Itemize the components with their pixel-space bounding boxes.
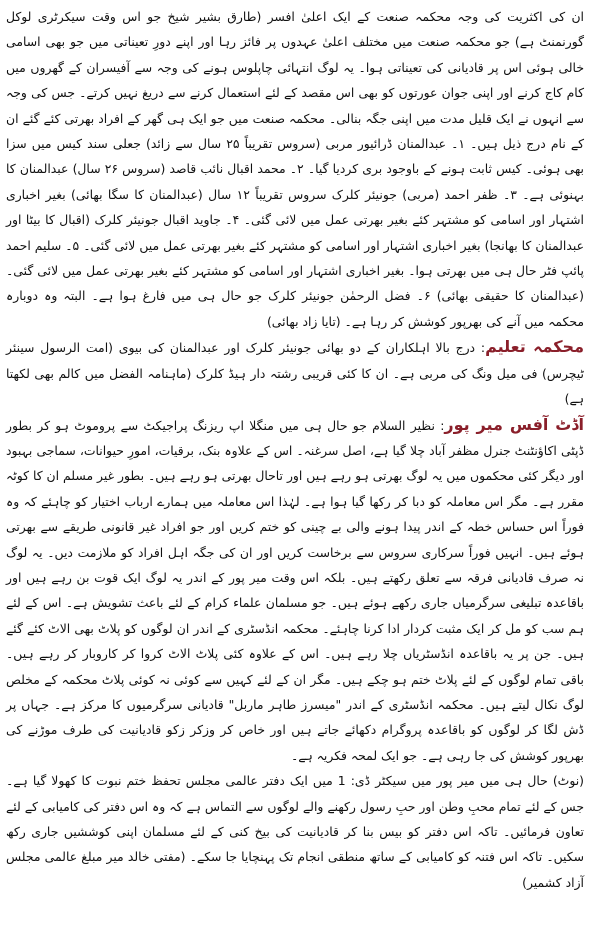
article-paragraph-education (6, 334, 584, 411)
section-heading-audit-office: آڈٹ آفس میر پور (444, 414, 584, 434)
audit-office-text: : نظیر السلام جو حال ہی میں منگلا اپ ریزنگ پراجیکٹ سے پروموٹ ہو کر بطور ڈپٹی اکاؤنٹنٹ جنرل مظفر آباد چلا گیا ہے، اصل سرغنہ۔ اس کے علاوہ بنک، برقیات، امورِ حیوانات، سماجی بہبود اور دیگر کئی محکموں میں یہ لوگ بھرتی ہو رہے ہیں اور تاحال بھرتی ہو رہے ہیں۔ بطور غیر مسلم ان کا کوٹہ مقرر ہے۔ مگر اس معاملہ کو دبا کر رکھا گیا ہوا ہے۔ لہٰذا اس معاملہ میں ہمارے ارباب اختیار کو چاہئے کہ وہ فوراً اس حساس خطہ کے اندر پیدا ہونے والی بے چینی کو ختم کریں اور جو افراد غیر قانونی طریقے سے بھرتی ہوئے ہیں۔ انہیں فوراً سرکاری سروس سے برخاست کریں اور ان کی جگہ اہل افراد کو ملازمت دیں۔ یہ لوگ نہ صرف قادیانی فرقہ سے تعلق رکھتے ہیں۔ بلکہ اس وقت میر پور کے اندر یہ لوگ ایک قوت بن رہے ہیں اور باقاعدہ تبلیغی سرگرمیاں جاری رکھے ہوئے ہیں۔ جو مسلمان علماء کرام کے لئے باعث تشویش ہے۔ اس کے لئے ہم سب کو مل کر ایک مثبت کردار ادا کرنا چاہئے۔ محکمہ انڈسٹری کے اندر ان لوگوں کو پلاٹ بھی الاٹ کئے گئے ہیں۔ جن پر یہ باقاعدہ انڈسٹریاں چلا رہے ہیں۔ اس کے علاوہ کئی پلاٹ الاٹ کروا کر کاروبار کر رہے ہیں۔ باقی تمام لوگوں کے لئے پلاٹ ختم ہو چکے ہیں۔ مگر ان کے لئے کہیں سے کوئی نہ کوئی پلاٹ محکمہ کے مخلص لوگ نکال لیتے ہیں۔ محکمہ انڈسٹری کے اندر "میسرز طاہر ماربل" قادیانی سرگرمیوں کا مرکز ہے۔ جہاں پر ڈش لگا کر لوگوں کو باقاعدہ پروگرام دکھائے جاتے ہیں اور خاص کر وزکر زکو قادیانیت کی طرف موڑنے کی بھرپور کوشش کی جا رہی ہے۔ جو ایک لمحہ فکریہ ہے۔ (6, 417, 584, 763)
author-signature: (مفتی خالد میر مبلغ عالمی مجلس آزاد کشمیر) (6, 849, 584, 890)
article-paragraph-audit-office (6, 412, 584, 769)
article-note (6, 768, 584, 895)
education-text: : درج بالا اہلکاران کے دو بھائی جونیئر کلرک اور عبدالمنان کی بیوی (امت الرسول سینئر ٹیچرس) فی میل ونگ کی مربی ہے۔ ان کا کئی قریبی رشتہ دار ہیڈ کلرک (ماہنامہ الفضل میں کالم بھی لکھتا ہے) (6, 340, 584, 407)
article-paragraph-industries: ان کی اکثریت کی وجہ محکمہ صنعت کے ایک اعلیٰ افسر (طارق بشیر شیخ جو اس وقت سیکرٹری لوکل گورنمنٹ ہے) جو محکمہ صنعت میں مختلف اعلیٰ عہدوں پر فائز رہا اور اپنے دورِ تعیناتی میں جو بھی اسامی خالی ہوئی اس پر قادیانی کی تعیناتی ہوا۔ یہ لوگ انتہائی چاپلوس ہونے کی وجہ سے آفیسران کے گھروں میں کام کاج کرنے اور اپنی جوان عورتوں کو بھی اس مقصد کے لئے استعمال کرنے سے دریغ نہیں کرتے۔ جس کی وجہ سے انہوں نے ایک قلیل مدت میں اپنی جگہ بنالی۔ محکمہ صنعت میں جو ایک ہی گھر کے افراد بھرتی کئے گئے ان کے نام درج ذیل ہیں۔ ۱۔ عبدالمنان ڈرائیور مربی (سروس تقریباً ۲۵ سال سے زائد) جعلی سند کیس میں سزا بھی ہوئی۔ کیس ثابت ہونے کے باوجود بری کردیا گیا۔ ۲۔ محمد اقبال نائب قاصد (سروس ۲۶ سال) عبدالمنان کا بہنوئی ہے۔ ۳۔ ظفر احمد (مربی) جونیئر کلرک سروس تقریباً ۱۲ سال (عبدالمنان کا سگا بھائی) بغیر اخباری اشتہار اور اسامی کو مشتہر کئے بغیر بھرتی عمل میں لائی گئی۔ ۴۔ جاوید اقبال جونیئر کلرک (اقبال کا بیٹا اور عبدالمنان کا بھانجا) بغیر اخباری اشتہار اور اسامی کو مشتہر کئے بغیر بھرتی عمل میں لائی گئی۔ ۵۔ سلیم احمد پائپ فٹر حال ہی میں بھرتی ہوا۔ بغیر اخباری اشتہار اور اسامی کو مشتہر کئے بغیر بھرتی عمل میں لائی گئی۔ (عبدالمنان کا حقیقی بھائی) ۶۔ فضل الرحمٰن جونیئر کلرک جو حال ہی میں فارغ ہوا ہے۔ البتہ وہ دوبارہ محکمہ میں آنے کی بھرپور کوشش کر رہا ہے۔ (تایا زاد بھائی) (6, 9, 585, 329)
note-text: (نوٹ) حال ہی میں میر پور میں سیکٹر ڈی: 1 میں ایک دفتر عالمی مجلس تحفظ ختم نبوت کا کھولا گیا ہے۔ جس کے لئے تمام محبِ وطن اور حبِ رسول رکھنے والے لوگوں سے التماس ہے کہ وہ اس دفتر کی کامیابی کے لئے تعاون فرمائیں۔ تاکہ اس دفتر کو بیس بنا کر قادیانیت کی بیخ کنی کے لئے مسلمان اپنی کوششیں جاری رکھ سکیں۔ تاکہ اس فتنہ کو کامیابی کے ساتھ منطقی انجام تک پہنچایا جا سکے۔ (6, 773, 585, 865)
section-heading-education: محکمہ تعلیم (485, 337, 584, 357)
